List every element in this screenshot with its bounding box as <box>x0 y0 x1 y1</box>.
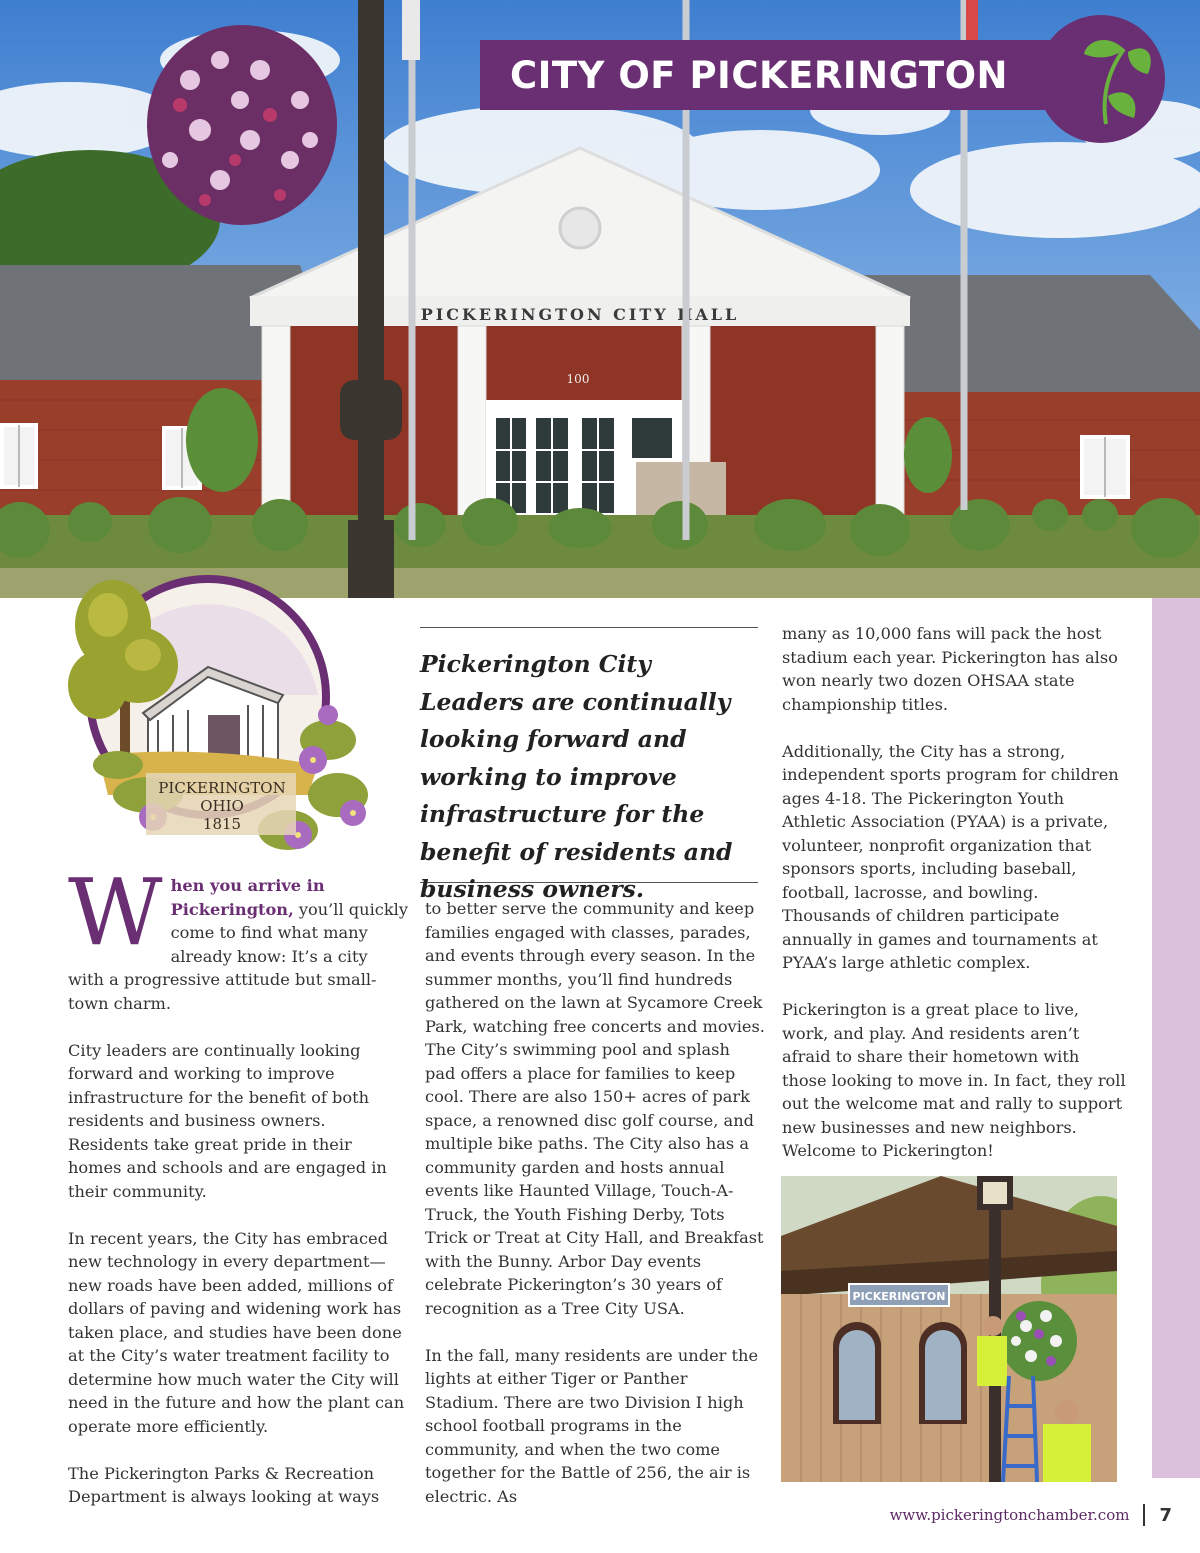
seal-text-year: 1815 <box>202 815 242 833</box>
page-number: 7 <box>1159 1504 1172 1526</box>
body-paragraph: to better serve the community and keep families engaged with classes, parades, and events through every season. In the summer months, you’ll find hundreds gathered on the lawn at Sycamore Creek Park, watching free concerts and movies. The City’s swimming pool and splash pad offers a place for families to keep cool. There are also 150+ acres of park space, a renowned disc golf course, and multiple bike paths. The City also has a community garden and hosts annual events like Haunted Village, Touch-A-Truck, the Youth Fishing Derby, Tots Trick or Treat at City Hall, and Breakfast with the Bunny. Arbor Day events celebrate Pickerington’s 30 years of recognition as a Tree City USA. <box>425 899 765 1318</box>
footer-divider <box>1143 1504 1145 1526</box>
seal-text-state: OHIO <box>200 797 244 815</box>
pull-quote-text: Pickerington City Leaders are continually looking forward and working to improve infrastructure for the benefit of residents and business owners. <box>420 650 733 903</box>
intro-body-text: you’ll quickly come to find what many already know: It’s a city with a progressive attitude but small-town charm. <box>68 899 408 1013</box>
page-title: CITY OF PICKERINGTON <box>510 53 1009 97</box>
title-banner <box>480 40 1080 110</box>
body-paragraph: City leaders are continually looking forward and working to improve infrastructure for the benefit of both residents and business owners. Residents take great pride in their homes and schools and are engaged in their community. <box>68 1040 387 1201</box>
body-paragraph: Pickerington is a great place to live, work, and play. And residents aren’t afraid to share their hometown with those looking to move in. In fact, they roll out the welcome mat and rally to support new businesses and new neighbors. Welcome to Pickerington! <box>782 1000 1126 1160</box>
address-number: 100 <box>566 372 590 386</box>
accent-side-strip <box>1152 598 1200 1478</box>
body-paragraph: Additionally, the City has a strong, independent sports program for children ages 4-18. The Pickerington Youth Athletic Association (PYAA) is a private, volunteer, nonprofit organization that sponsors sports, including baseball, football, lacrosse, and bowling. Thousands of children participate annually in games and tournaments at PYAA’s large athletic complex. <box>782 741 1119 972</box>
leaf-logo-icon <box>1036 14 1166 144</box>
body-paragraph: In recent years, the City has embraced new technology in every department—new roads have been added, millions of dollars of paving and widening work has taken place, and studies have been done at the City’s water treatment facility to determine how much water the City will need in the future and how the plant can operate more efficiently. <box>68 1228 405 1436</box>
body-paragraph: many as 10,000 fans will pack the host stadium each year. Pickerington has also won nearly two dozen OHSAA state championship titles. <box>782 624 1118 714</box>
pickerington-ohio-1815-seal <box>58 555 378 865</box>
train-depot-photo <box>781 1176 1117 1482</box>
seal-text-city: PICKERINGTON <box>158 779 286 797</box>
body-paragraph: In the fall, many residents are under the lights at either Tiger or Panther Stadium. There are two Division I high school football programs in the community, and when the two come together for the Battle of 256, the air is electric. As <box>425 1345 759 1506</box>
city-hall-sign: PICKERINGTON CITY HALL <box>420 305 740 324</box>
drop-cap: W <box>68 859 163 966</box>
pull-quote <box>420 627 758 903</box>
footer-url[interactable]: www.pickeringtonchamber.com <box>889 1506 1130 1524</box>
page-footer <box>890 1500 1172 1530</box>
article-column-1 <box>68 859 408 1532</box>
intro-paragraph <box>68 859 408 1015</box>
depot-sign: PICKERINGTON <box>852 1290 946 1303</box>
article-column-3 <box>782 622 1127 1186</box>
intro-lead-text: hen you arrive in Pickerington, <box>170 876 325 919</box>
article-column-2 <box>425 897 765 1532</box>
body-paragraph: The Pickerington Parks & Recreation Department is always looking at ways <box>68 1463 380 1506</box>
